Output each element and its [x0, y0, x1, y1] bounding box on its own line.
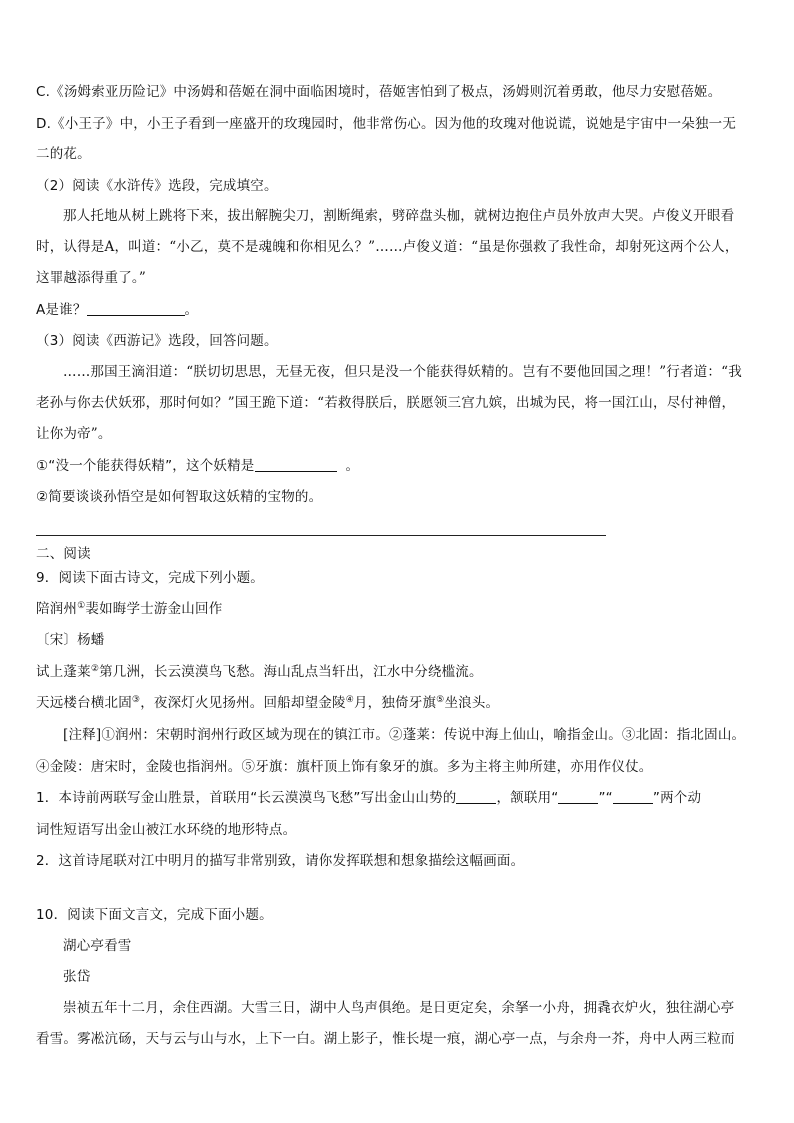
fill-blank-a-question: A是谁？ — [36, 302, 87, 318]
poem-notes-line2: ④金陵：唐宋时，金陵也指润州。⑤牙旗：旗杆顶上饰有象牙的旗。多为主将主帅所建，亦用作仪仗。 — [36, 759, 653, 775]
question-9-1-text2: ，颔联用“ — [496, 790, 559, 806]
question-9-2: 2．这首诗尾联对江中明月的描写非常别致，请你发挥联想和想象描绘这幅画面。 — [36, 853, 525, 869]
option-c: C.《汤姆索亚历险记》中汤姆和蓓姬在洞中面临困境时，蓓姬害怕到了极点，汤姆则沉着勇敢，他尽力安慰蓓姬。 — [36, 84, 722, 100]
xiyou-passage-line2: 老孙与你去伏妖邪，那时何如？”国王跪下道：“若救得朕后，朕愿领三宫九嫔，出城为民，将一国江山，尽付神僧， — [36, 395, 736, 411]
poem-line1-part2: 第几洲，长云漠漠鸟飞愁。海山乱点当轩出，江水中分绕槛流。 — [99, 664, 483, 680]
prose-line2: 看雪。雾凇沆砀，天与云与山与水，上下一白。湖上影子，惟长堤一痕，湖心亭一点，与余舟一芥，舟中人两三粒而 — [36, 1031, 735, 1047]
poem-line2-part4: 坐浪头。 — [444, 695, 500, 711]
option-d-line2: 二的花。 — [36, 146, 91, 162]
section-title: 二、阅读 — [36, 546, 91, 562]
note-marker: ② — [90, 664, 100, 674]
poem-author: 〔宋〕杨蟠 — [36, 632, 105, 648]
sub-question-3-title: （3）阅读《西游记》选段，回答问题。 — [36, 333, 278, 349]
shuihu-passage-line2: 时，认得是A，叫道：“小乙，莫不是魂魄和你相见么？”……卢俊义道：“虽是你强救了我性命，却射死这两个公人， — [36, 239, 739, 255]
answer-blank-a[interactable] — [87, 301, 185, 316]
sub-question-3-1 — [36, 456, 359, 476]
option-d-line1: D.《小王子》中，小王子看到一座盛开的玫瑰园时，他非常伤心。因为他的玫瑰对他说谎，说她是宇宙中一朵独一无 — [36, 116, 737, 132]
poem-line1-part1: 试上蓬莱 — [36, 664, 91, 680]
answer-blank-monster[interactable] — [255, 457, 337, 472]
poem-notes-line1: [注释]①润州：宋朝时润州行政区域为现在的镇江市。②蓬莱：传说中海上仙山，喻指金山。③北固：指北固山。 — [63, 727, 746, 743]
answer-line[interactable] — [36, 535, 606, 536]
poem-line2 — [36, 693, 499, 713]
xiyou-passage-line3: 让你为帝”。 — [36, 426, 112, 442]
prose-author: 张岱 — [63, 969, 91, 985]
poem-line2-part2: ，夜深灯火见扬州。回船却望金陵 — [140, 695, 346, 711]
poem-line1 — [36, 662, 483, 682]
poem-line2-part3: 月，独倚牙旗 — [353, 695, 437, 711]
note-marker: ① — [77, 601, 86, 611]
question-9-1 — [36, 788, 701, 808]
fill-blank-a-end: 。 — [184, 302, 199, 318]
answer-blank-9-1b[interactable] — [558, 789, 598, 804]
fill-blank-a — [36, 300, 198, 320]
sub-question-3-1-end: 。 — [345, 458, 360, 474]
answer-blank-9-1c[interactable] — [613, 789, 653, 804]
question-9-1-continued: 词性短语写出金山被江水环绕的地形特点。 — [36, 822, 297, 838]
question-9-1-text: 1．本诗前两联写金山胜景，首联用“长云漠漠鸟飞愁”写出金山山势的 — [36, 790, 457, 806]
poem-title-part1: 陪润州 — [36, 601, 78, 617]
sub-question-2-title: （2）阅读《水浒传》选段，完成填空。 — [36, 178, 278, 194]
note-marker: ③ — [131, 695, 141, 705]
note-marker: ⑤ — [436, 695, 445, 705]
xiyou-passage-line1: ……那国王滴泪道：“朕切切思思，无昼无夜，但只是没一个能获得妖精的。岂有不要他回国之理！”行者道：“我 — [63, 364, 742, 380]
shuihu-passage-line3: 这罪越添得重了。” — [36, 270, 146, 286]
prose-line1: 崇祯五年十二月，余住西湖。大雪三日，湖中人鸟声俱绝。是日更定矣，余拏一小舟，拥毳衣炉火，独往湖心亭 — [63, 1000, 735, 1016]
sub-question-3-1-text: ①“没一个能获得妖精”，这个妖精是 — [36, 458, 255, 474]
poem-line2-part1: 天远楼台横北固 — [36, 695, 132, 711]
question-9-1-text4: ”两个动 — [652, 790, 702, 806]
sub-question-3-2: ②简要谈谈孙悟空是如何智取这妖精的宝物的。 — [36, 489, 323, 505]
question-10-prompt: 10．阅读下面文言文，完成下面小题。 — [36, 907, 273, 923]
poem-title — [36, 599, 222, 619]
question-9-prompt: 9．阅读下面古诗文，完成下列小题。 — [36, 570, 264, 586]
prose-title: 湖心亭看雪 — [63, 938, 132, 954]
note-marker: ④ — [345, 695, 354, 705]
shuihu-passage-line1: 那人托地从树上跳将下来，拔出解腕尖刀，割断绳索，劈碎盘头枷，就树边抱住卢员外放声大哭。卢俊义开眼看 — [63, 208, 735, 224]
answer-blank-9-1a[interactable] — [456, 789, 496, 804]
poem-title-part2: 裴如晦学士游金山回作 — [85, 601, 223, 617]
question-9-1-text3: ”“ — [598, 790, 613, 806]
